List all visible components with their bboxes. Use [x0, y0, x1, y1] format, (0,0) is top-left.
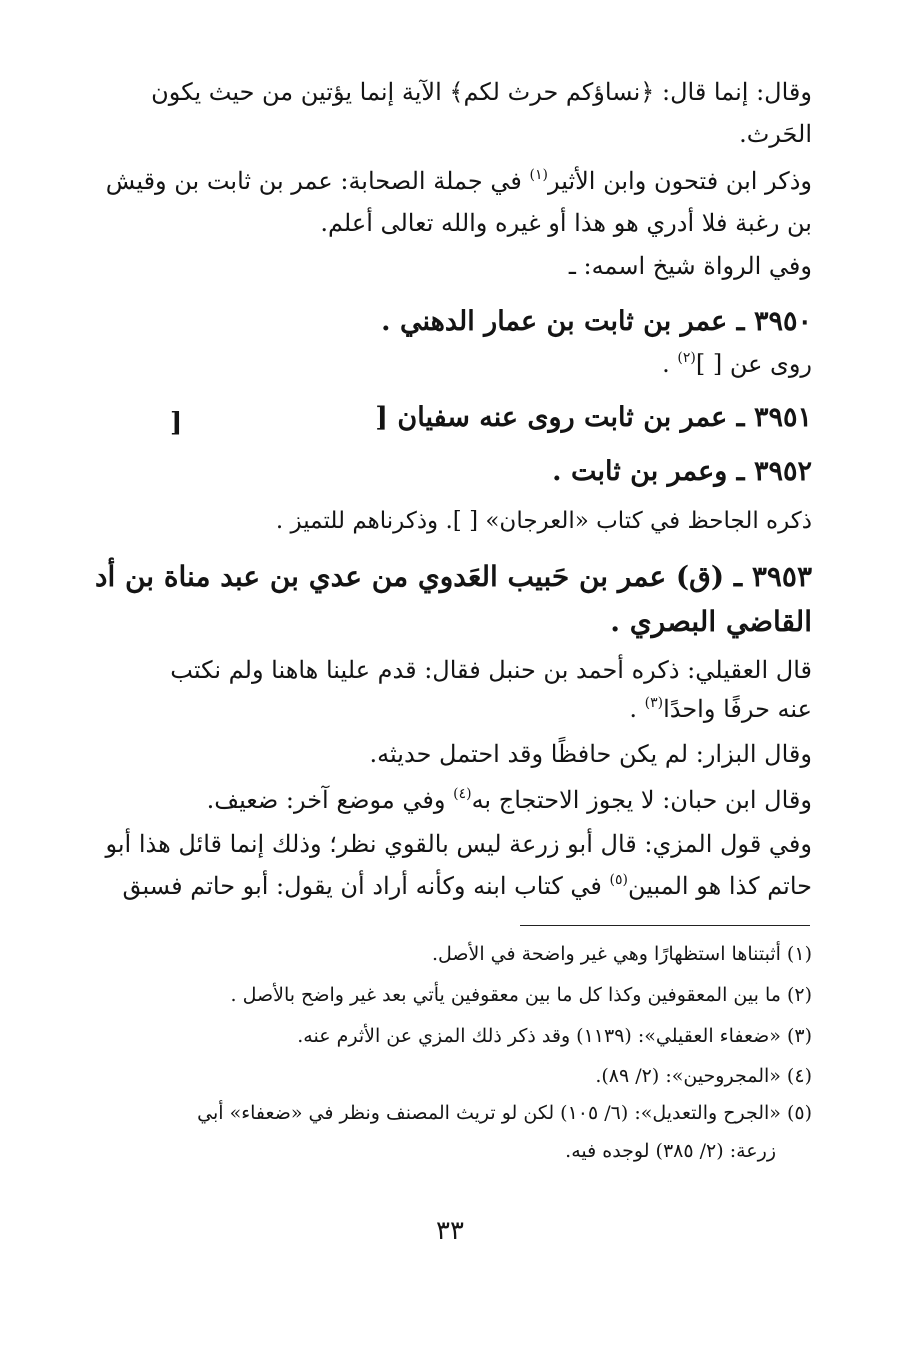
footnote-ref: (٣)	[644, 695, 664, 711]
footnote-ref: (٥)	[609, 872, 628, 888]
footnote-5: (٥) «الجرح والتعديل»: (٦/ ١٠٥) لكن لو تريث المصنف ونظر في «ضعفاء» أبي	[197, 1102, 812, 1124]
text-line: وفي الرواة شيخ اسمه: ـ	[568, 252, 812, 280]
footnote-3: (٣) «ضعفاء العقيلي»: (١١٣٩) وقد ذكر ذلك المزي عن الأثرم عنه.	[297, 1025, 812, 1047]
closing-bracket: ]	[170, 408, 183, 438]
text-fragment: عنه حرفًا واحدًا	[663, 695, 812, 723]
entry-heading-3952: ٣٩٥٢ ـ وعمر بن ثابت .	[552, 456, 812, 487]
text-fragment: روى عن [ ]	[695, 350, 812, 378]
text-line	[662, 352, 812, 376]
text-fragment: .	[662, 350, 678, 378]
text-line	[100, 788, 812, 812]
entry-heading-3951: ٣٩٥١ ـ عمر بن ثابت روى عنه سفيان [	[375, 402, 812, 433]
text-line: وقال البزار: لم يكن حافظًا وقد احتمل حديثه.	[369, 740, 812, 768]
footnote-1: (١) أثبتناها استظهارًا وهي غير واضحة في الأصل.	[431, 943, 812, 965]
entry-heading-3953-cont: القاضي البصري .	[610, 605, 812, 638]
entry-heading-3953: ٣٩٥٣ ـ (ق) عمر بن حَبيب العَدوي من عدي بن عبد مناة بن أد	[94, 560, 812, 593]
text-fragment: وذكر ابن فتحون وابن الأثير	[547, 167, 812, 195]
text-line: وقال: إنما قال: ﴿نساؤكم حرث لكم﴾ الآية إنما يؤتين من حيث يكون	[151, 78, 812, 106]
text-fragment: حاتم كذا هو المبين	[627, 872, 812, 900]
text-line: ذكره الجاحظ في كتاب «العرجان» [ ]. وذكرناهم للتميز .	[275, 508, 812, 534]
footnote-ref: (١)	[529, 167, 548, 183]
footnote-separator	[520, 925, 810, 926]
text-line	[100, 697, 812, 721]
text-fragment: في كتاب ابنه وكأنه أراد أن يقول: أبو حاتم فسبق	[122, 872, 610, 900]
text-line: قال العقيلي: ذكره أحمد بن حنبل فقال: قدم علينا هاهنا ولم نكتب	[170, 656, 812, 684]
footnote-2: (٢) ما بين المعقوفين وكذا كل ما بين معقوفين يأتي بعد غير واضح بالأصل .	[230, 984, 812, 1006]
page-number: ٣٣	[436, 1216, 464, 1246]
footnote-4: (٤) «المجروحين»: (٢/ ٨٩).	[595, 1065, 812, 1087]
footnote-ref: (٤)	[453, 786, 472, 802]
text-line: بن رغبة فلا أدري هو هذا أو غيره والله تعالى أعلم.	[320, 209, 812, 237]
text-line: وفي قول المزي: قال أبو زرعة ليس بالقوي نظر؛ وذلك إنما قائل هذا أبو	[105, 830, 812, 858]
text-fragment: وفي موضع آخر: ضعيف.	[206, 786, 454, 814]
text-line: الحَرث.	[739, 120, 812, 148]
entry-heading-3950: ٣٩٥٠ ـ عمر بن ثابت بن عمار الدهني .	[381, 306, 812, 337]
text-fragment: في جملة الصحابة: عمر بن ثابت بن وقيش	[105, 167, 530, 195]
footnote-5-cont: زرعة: (٢/ ٣٨٥) لوجده فيه.	[565, 1140, 776, 1162]
text-line	[100, 874, 812, 898]
text-fragment: .	[629, 695, 645, 723]
text-line	[100, 169, 812, 193]
footnote-ref: (٢)	[677, 350, 696, 366]
text-fragment: وقال ابن حبان: لا يجوز الاحتجاج به	[471, 786, 812, 814]
